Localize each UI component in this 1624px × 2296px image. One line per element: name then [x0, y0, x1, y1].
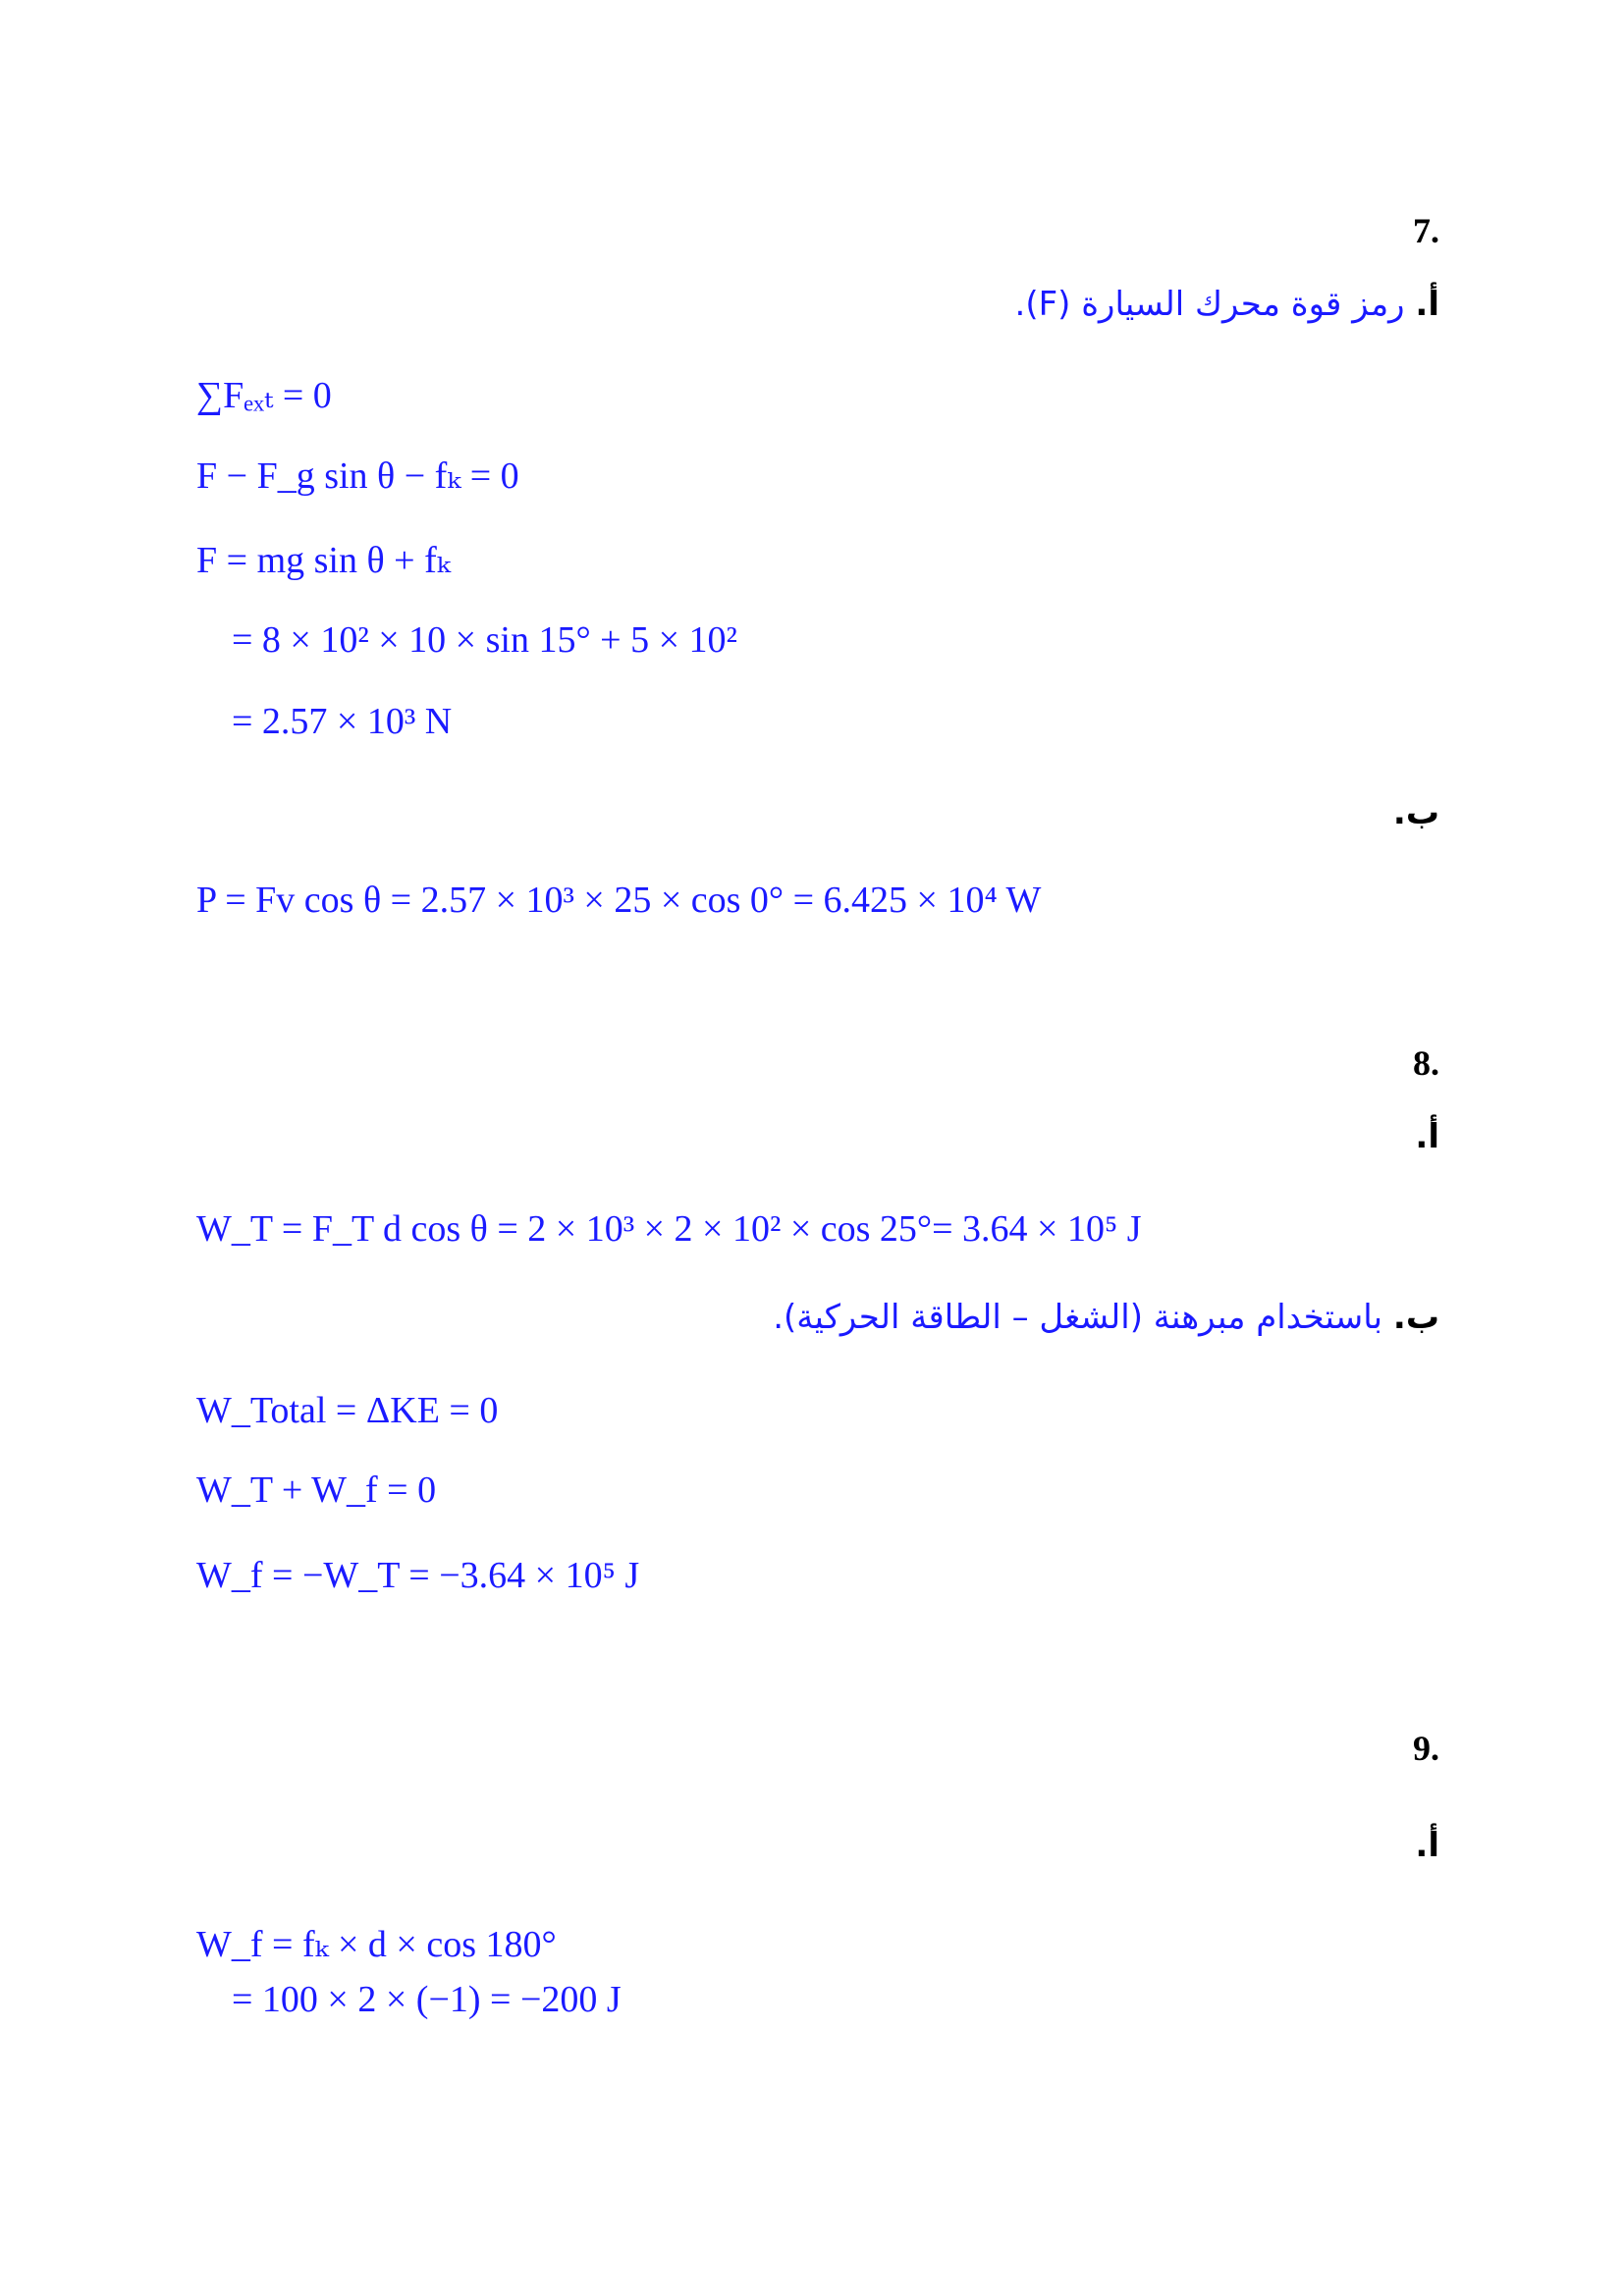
q7-equation-1: ∑Fₑₓₜ = 0: [196, 375, 332, 416]
question-8-number: .8: [1413, 1043, 1439, 1083]
q7-equation-3: F = mg sin θ + fₖ: [196, 540, 451, 581]
q7-part-a-line: [1015, 285, 1439, 324]
q8-part-b-label: ب.: [1392, 1298, 1439, 1337]
question-7-number: .7: [1413, 211, 1439, 250]
q9-part-a-label: [1415, 1826, 1439, 1865]
q8-equation-2: W_Total = ΔKE = 0: [196, 1390, 499, 1431]
q7-equation-5: = 2.57 × 10³ N: [232, 701, 453, 742]
q7-part-a-label: أ.: [1415, 285, 1439, 324]
q9-part-a-label-text: أ.: [1415, 1826, 1439, 1865]
q7-part-b-label: [1393, 793, 1439, 832]
q8-equation-1: W_T = F_T d cos θ = 2 × 10³ × 2 × 10² × cos 25°= 3.64 × 10⁵ J: [196, 1208, 1142, 1250]
q7-part-a-text: رمز قوة محرك السيارة (F).: [1014, 285, 1405, 324]
q8-part-b-line: [773, 1298, 1439, 1337]
q8-part-b-text: باستخدام مبرهنة (الشغل – الطاقة الحركية).: [773, 1298, 1383, 1337]
q9-equation-2: = 100 × 2 × (−1) = −200 J: [232, 1979, 622, 2020]
q7-equation-2: F − F_g sin θ − fₖ = 0: [196, 455, 519, 497]
q8-part-a-label: [1415, 1117, 1439, 1156]
q8-part-a-label-text: أ.: [1415, 1117, 1439, 1156]
question-9-number: .9: [1413, 1729, 1439, 1768]
q7-part-b-label-text: ب.: [1392, 793, 1439, 832]
q7-equation-6: P = Fv cos θ = 2.57 × 10³ × 25 × cos 0° = 6.425 × 10⁴ W: [196, 880, 1042, 921]
q8-equation-3: W_T + W_f = 0: [196, 1469, 437, 1511]
q9-equation-1: W_f = fₖ × d × cos 180°: [196, 1924, 557, 1965]
q8-equation-4: W_f = −W_T = −3.64 × 10⁵ J: [196, 1555, 640, 1596]
q7-equation-4: = 8 × 10² × 10 × sin 15° + 5 × 10²: [232, 619, 737, 661]
